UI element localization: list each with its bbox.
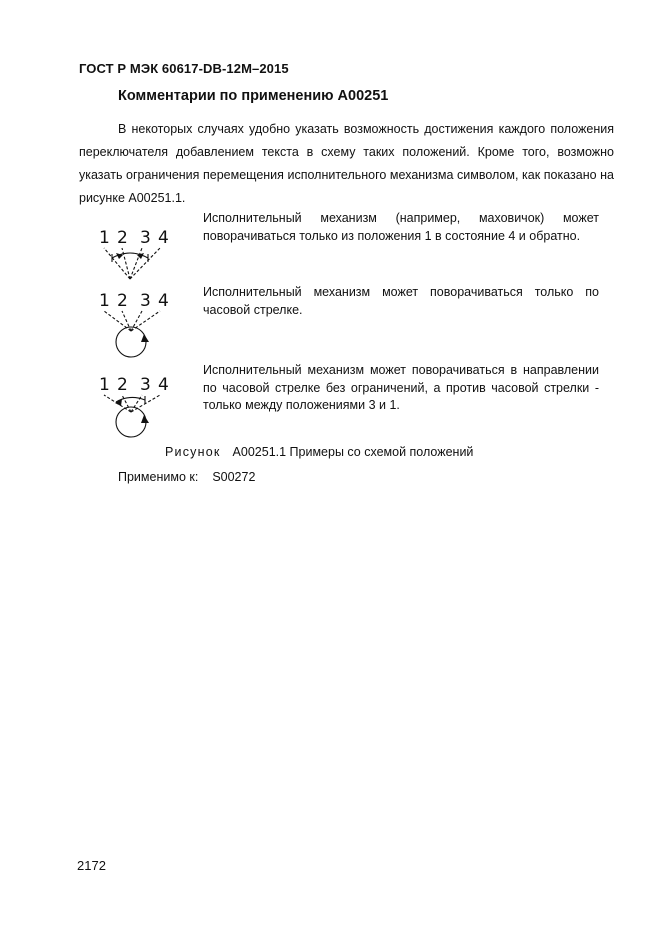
position-number: 3 [140, 375, 151, 395]
example-3-text: Исполнительный механизм может поворачиваться в направлении по часовой стрелке без ограничений, а против часовой стрелки - только между положениями 3 и 1. [203, 363, 599, 412]
position-diagram-3 [90, 372, 190, 442]
applicable-code: S00272 [212, 470, 256, 484]
figure-caption-label: Рисунок [165, 445, 221, 459]
position-number: 3 [140, 291, 151, 311]
position-number: 2 [117, 228, 128, 248]
position-number: 2 [117, 375, 128, 395]
position-diagram-1-svg [90, 222, 190, 292]
example-2-description [203, 284, 599, 319]
intro-paragraph [79, 118, 614, 210]
figure-caption [165, 445, 473, 459]
position-diagram-2-svg [90, 287, 190, 357]
document-code-header: ГОСТ Р МЭК 60617-DB-12M–2015 [79, 61, 289, 76]
position-number: 1 [99, 375, 110, 395]
position-number: 1 [99, 291, 110, 311]
example-1-description [203, 210, 599, 245]
position-diagram-3-svg [90, 372, 190, 442]
position-number: 4 [158, 228, 169, 248]
page-number: 2172 [77, 858, 106, 873]
intro-text: В некоторых случаях удобно указать возможность достижения каждого положения переключателя добавлением текста в схему таких положений. Кроме того, возможно указать ограничения перемещения исполнительного механизма символом, как показано на рисунке А00251.1. [79, 122, 614, 205]
section-title: Комментарии по применению А00251 [118, 88, 389, 104]
position-number: 1 [99, 228, 110, 248]
figure-caption-text: А00251.1 Примеры со схемой положений [232, 445, 474, 459]
example-3-description [203, 362, 599, 415]
position-diagram-1 [90, 222, 190, 292]
applicable-label: Применимо к: [118, 470, 199, 484]
example-1-text: Исполнительный механизм (например, маховичок) может поворачиваться только из положения 1 в состояние 4 и обратно. [203, 211, 599, 243]
position-number: 4 [158, 291, 169, 311]
position-number: 2 [117, 291, 128, 311]
applicable-to [118, 470, 255, 484]
position-number: 3 [140, 228, 151, 248]
example-2-text: Исполнительный механизм может поворачиваться только по часовой стрелке. [203, 285, 599, 317]
position-diagram-2 [90, 287, 190, 357]
position-number: 4 [158, 375, 169, 395]
